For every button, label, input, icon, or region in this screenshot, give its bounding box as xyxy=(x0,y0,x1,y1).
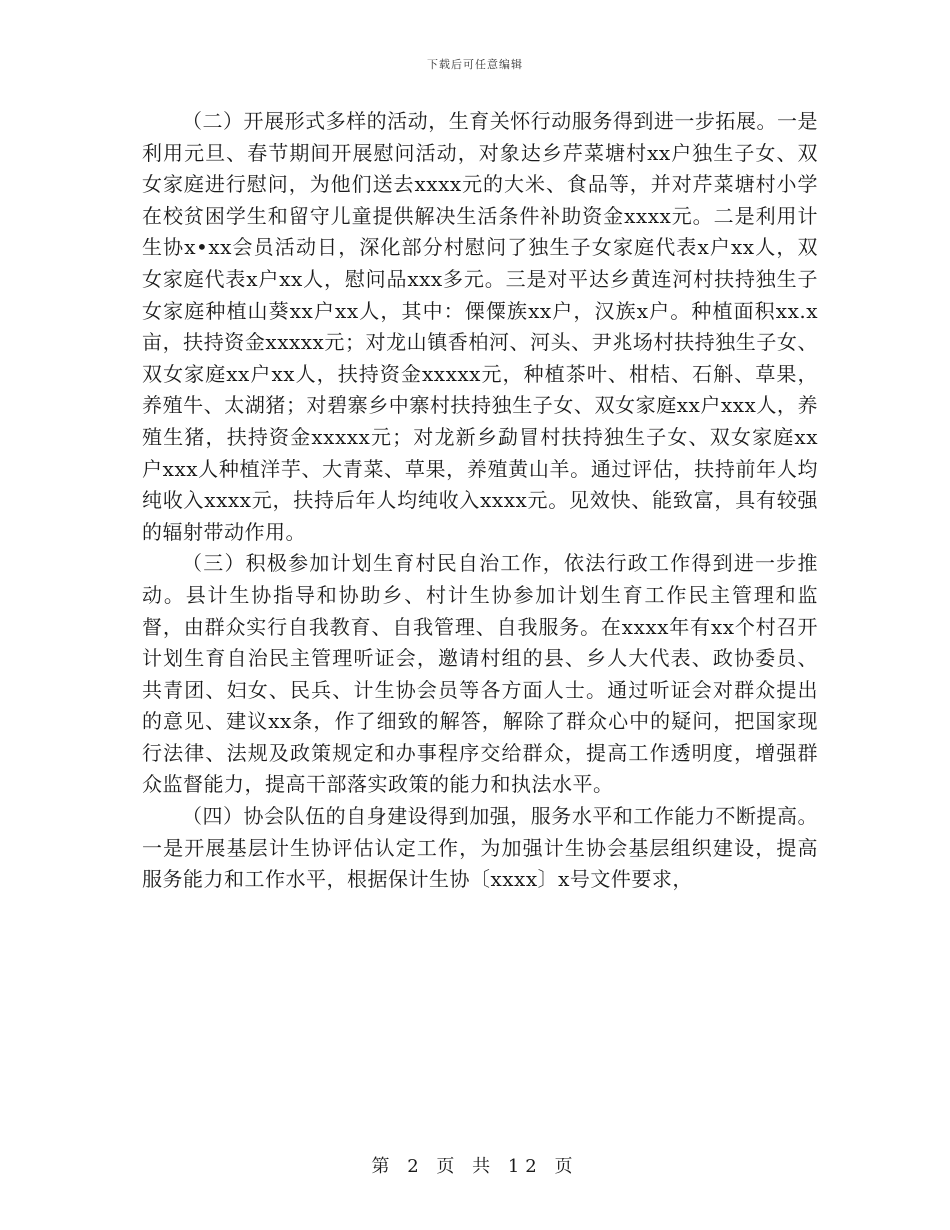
page-number-footer: 第 2 页 共 12 页 xyxy=(371,1156,579,1177)
paragraph-section-2: （二）开展形式多样的活动，生育关怀行动服务得到进一步拓展。一是利用元旦、春节期间开展慰问活动，对象达乡芹菜塘村xx户独生子女、双女家庭进行慰问，为他们送去xxxx元的大米、食品等，并对芹菜塘村小学在校贫困学生和留守儿童提供解决生活条件补助资金xxxx元。二是利用计生协x•xx会员活动日，深化部分村慰问了独生子女家庭代表x户xx人，双女家庭代表x户xx人，慰问品xxx多元。三是对平达乡黄连河村扶持独生子女家庭种植山葵xx户xx人，其中：傈僳族xx户，汉族x户。种植面积xx.x亩，扶持资金xxxxx元；对龙山镇香柏河、河头、尹兆场村扶持独生子女、双女家庭xx户xx人，扶持资金xxxxx元，种植茶叶、柑桔、石斛、草果，养殖牛、太湖猪；对碧寨乡中寨村扶持独生子女、双女家庭xx户xxx人，养殖生猪，扶持资金xxxxx元；对龙新乡勐冒村扶持独生子女、双女家庭xx户xxx人种植洋芋、大青菜、草果，养殖黄山羊。通过评估，扶持前年人均纯收入xxxx元，扶持后年人均纯收入xxxx元。见效快、能致富，具有较强的辐射带动作用。 xyxy=(142,109,818,544)
paragraph-section-3: （三）积极参加计划生育村民自治工作，依法行政工作得到进一步推动。县计生协指导和协助乡、村计生协参加计划生育工作民主管理和监督，由群众实行自我教育、自我管理、自我服务。在xxxx年有xx个村召开计划生育自治民主管理听证会，邀请村组的县、乡人大代表、政协委员、共青团、妇女、民兵、计生协会员等各方面人士。通过听证会对群众提出的意见、建议xx条，作了细致的解答，解除了群众心中的疑问，把国家现行法律、法规及政策规定和办事程序交给群众，提高工作透明度，增强群众监督能力，提高干部落实政策的能力和执法水平。 xyxy=(142,551,818,797)
document-body xyxy=(142,106,818,896)
paragraph-section-4: （四）协会队伍的自身建设得到加强，服务水平和工作能力不断提高。一是开展基层计生协评估认定工作，为加强计生协会基层组织建设，提高服务能力和工作水平，根据保计生协〔xxxx〕x号文件要求， xyxy=(142,804,818,892)
page-header: 下载后可任意编辑 xyxy=(427,58,523,71)
